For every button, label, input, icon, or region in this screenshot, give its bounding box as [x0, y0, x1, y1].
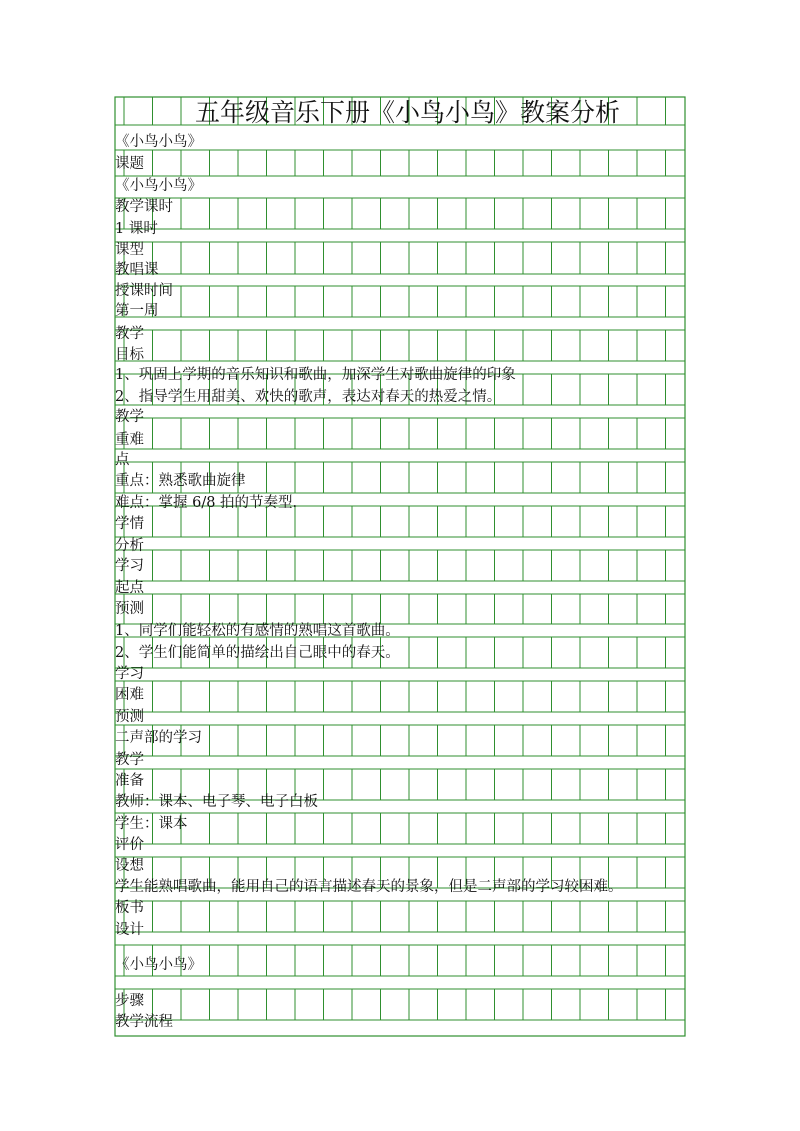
text-line: 教学课时 [115, 199, 173, 215]
text-line: 学情 [115, 516, 144, 532]
text-line: 步骤 [115, 993, 144, 1009]
text-line: 《小鸟小鸟》 [115, 178, 202, 194]
text-line: 课题 [115, 156, 144, 172]
text-line: 1、巩固上学期的音乐知识和歌曲，加深学生对歌曲旋律的印象 [115, 367, 516, 383]
text-line: 学习 [115, 666, 144, 682]
text-line: 二声部的学习 [115, 730, 202, 746]
text-line: 设计 [115, 922, 144, 938]
text-line: 1、同学们能轻松的有感情的熟唱这首歌曲。 [115, 623, 400, 639]
text-line: 预测 [115, 601, 144, 617]
text-line: 重点：熟悉歌曲旋律 [115, 473, 246, 489]
text-line: 第一周 [115, 303, 159, 319]
grid-frame [115, 97, 685, 1036]
document-title: 五年级音乐下册《小鸟小鸟》教案分析 [195, 98, 621, 127]
text-line: 教学 [115, 326, 144, 342]
text-line: 教师：课本、电子琴、电子白板 [115, 794, 318, 810]
text-line: 教学 [115, 409, 144, 425]
text-line: 教学 [115, 752, 144, 768]
text-line: 1 课时 [115, 221, 158, 237]
text-line: 目标 [115, 347, 144, 363]
text-line: 教唱课 [115, 262, 159, 278]
text-line: 学习 [115, 558, 144, 574]
text-line: 预测 [115, 709, 144, 725]
text-line: 点 [115, 452, 130, 468]
text-line: 学生能熟唱歌曲，能用自己的语言描述春天的景象，但是二声部的学习较困难。 [115, 879, 623, 895]
text-line: 板书 [115, 900, 144, 916]
text-line: 2、指导学生用甜美、欢快的歌声，表达对春天的热爱之情。 [115, 389, 502, 405]
text-line: 《小鸟小鸟》 [115, 134, 202, 150]
text-line: 起点 [115, 580, 144, 596]
text-line: 准备 [115, 773, 144, 789]
text-line: 教学流程 [115, 1014, 173, 1030]
text-line: 课型 [115, 242, 144, 258]
text-line: 难点：掌握 6/8 拍的节奏型. [115, 495, 298, 511]
text-line: 分析 [115, 538, 144, 554]
text-line: 授课时间 [115, 283, 173, 299]
text-line: 《小鸟小鸟》 [115, 957, 202, 973]
text-line: 2、学生们能简单的描绘出自己眼中的春天。 [115, 645, 400, 661]
text-line: 学生：课本 [115, 816, 188, 832]
text-line: 评价 [115, 837, 144, 853]
text-line: 重难 [115, 432, 144, 448]
text-line: 设想 [115, 858, 144, 874]
text-line: 困难 [115, 687, 144, 703]
